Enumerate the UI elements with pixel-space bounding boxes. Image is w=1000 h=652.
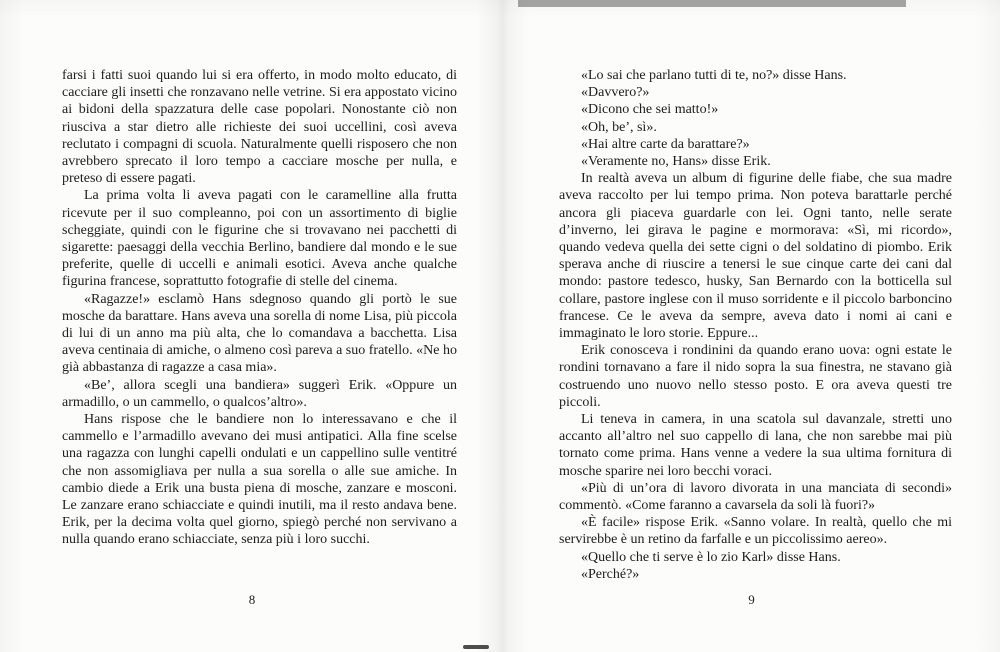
- paragraph: Erik conosceva i rondinini da quando erano uova: ogni estate le rondini tornavano a fare il nido sopra la sua finestra, ne stavano già costruendo uno nuovo nello stesso posto. E ora aveva questi tre piccoli.: [559, 343, 952, 410]
- paragraph: «Ragazze!» esclamò Hans sdegnoso quando gli portò le sue mosche da barattare. Hans aveva una sorella di nome Lisa, più piccola di lui di un anno ma più alta, che lo comandava a bacchetta. Lisa aveva centinaia di amiche, o almeno così pareva a suo fratello. «Ne ho già abbastanza di ragazze a casa mia».: [62, 291, 457, 376]
- page-edge-mark: [463, 645, 489, 649]
- paragraph: farsi i fatti suoi quando lui si era offerto, in modo molto educato, di cacciare gli insetti che ronzavano nelle vetrine. Si era appostato vicino ai bidoni della spazzatura delle case popolari. Nonostante ciò non riusciva a star dietro alle richieste dei suoi uccellini, così aveva reclutato i compagni di scuola. Naturalmente quelli risposero che non avrebbero sprecato il loro tempo a cacciare mosche per nulla, e preteso di essere pagati.: [62, 68, 457, 187]
- center-fold-shadow: [475, 0, 530, 652]
- paragraph: In realtà aveva un album di figurine delle fiabe, che sua madre aveva raccolto per lui tempo prima. Non poteva barattarle perché ancora gli piaceva guardarle con lei. Ogni tanto, nelle serate d’inverno, lei girava le pagine e mormorava: «Sì, mi ricordo», quando vedeva quella dei sette cigni o del soldatino di piombo. Erik sperava anche di riuscire a tenersi le sue cinque carte dei cani dal mondo: pastore tedesco, husky, San Bernardo con la botticella sul collare, pastore inglese con il muso sorridente e il piccolo barboncino francese. Ce le aveva da sempre, aveva dato i nomi ai cani e immaginato le loro storie. Eppure...: [559, 171, 952, 342]
- paragraph: «È facile» rispose Erik. «Sanno volare. In realtà, quello che mi servirebbe è un retino da farfalle e un piccolissimo aereo».: [559, 515, 952, 548]
- paragraph: «Dicono che sei matto!»: [581, 102, 719, 118]
- paragraph: «Veramente no, Hans» disse Erik.: [581, 154, 771, 170]
- paragraph: «Lo sai che parlano tutti di te, no?» disse Hans.: [581, 68, 847, 83]
- scanner-edge-artifact: [518, 0, 906, 7]
- paragraph: Li teneva in camera, in una scatola sul davanzale, stretti uno accanto all’altro nel suo cappello di lana, che non sarebbe mai più tornato come prima. Hans venne a vedere la sua ultima fornitura di mosche sparire nei loro becchi voraci.: [559, 412, 952, 479]
- right-page-text: [559, 67, 952, 583]
- paragraph: «Oh, be’, sì».: [581, 119, 657, 135]
- paragraph: Hans rispose che le bandiere non lo interessavano e che il cammello e l’armadillo avevano dei musi antipatici. Alla fine scelse una ragazza con lunghi capelli ondulati e un cappellino sulle ventitré che non assomigliava per nulla a sua sorella o alle sue amiche. In cambio diede a Erik una busta piena di mosche, zanzare e mosconi. Le zanzare erano schiacciate e quindi inutili, ma il resto andava bene. Erik, per la decima volta quel giorno, spiegò perché non servivano a nulla quando erano schiacciate, senza più i loro succhi.: [62, 412, 457, 548]
- page-number-right: 9: [748, 592, 755, 607]
- paragraph: «Be’, allora scegli una bandiera» suggerì Erik. «Oppure un armadillo, o un cammello, o qualcos’altro».: [62, 377, 457, 410]
- paragraph: «Davvero?»: [581, 85, 650, 101]
- page-number-left: 8: [248, 592, 256, 607]
- paragraph: «Hai altre carte da barattare?»: [581, 136, 750, 152]
- paragraph: La prima volta li aveva pagati con le caramelline alla frutta ricevute per il suo compleanno, poi con un assortimento di biglie scheggiate, quindi con le figurine che si trovavano nei pacchetti di sigarette: paesaggi della vecchia Berlino, bandiere dal mondo e le sue preferite, quelle di uccelli e animali esotici. Aveva anche qualche figurina francese, soprattutto fotografie di stelle del cinema.: [62, 188, 457, 290]
- paragraph: «Più di un’ora di lavoro divorata in una manciata di secondi» commentò. «Come faranno a cavarsela da soli là fuori?»: [559, 480, 952, 514]
- left-page-text: [62, 67, 457, 549]
- paragraph: «Perché?»: [581, 566, 640, 582]
- paragraph: «Quello che ti serve è lo zio Karl» disse Hans.: [581, 549, 841, 565]
